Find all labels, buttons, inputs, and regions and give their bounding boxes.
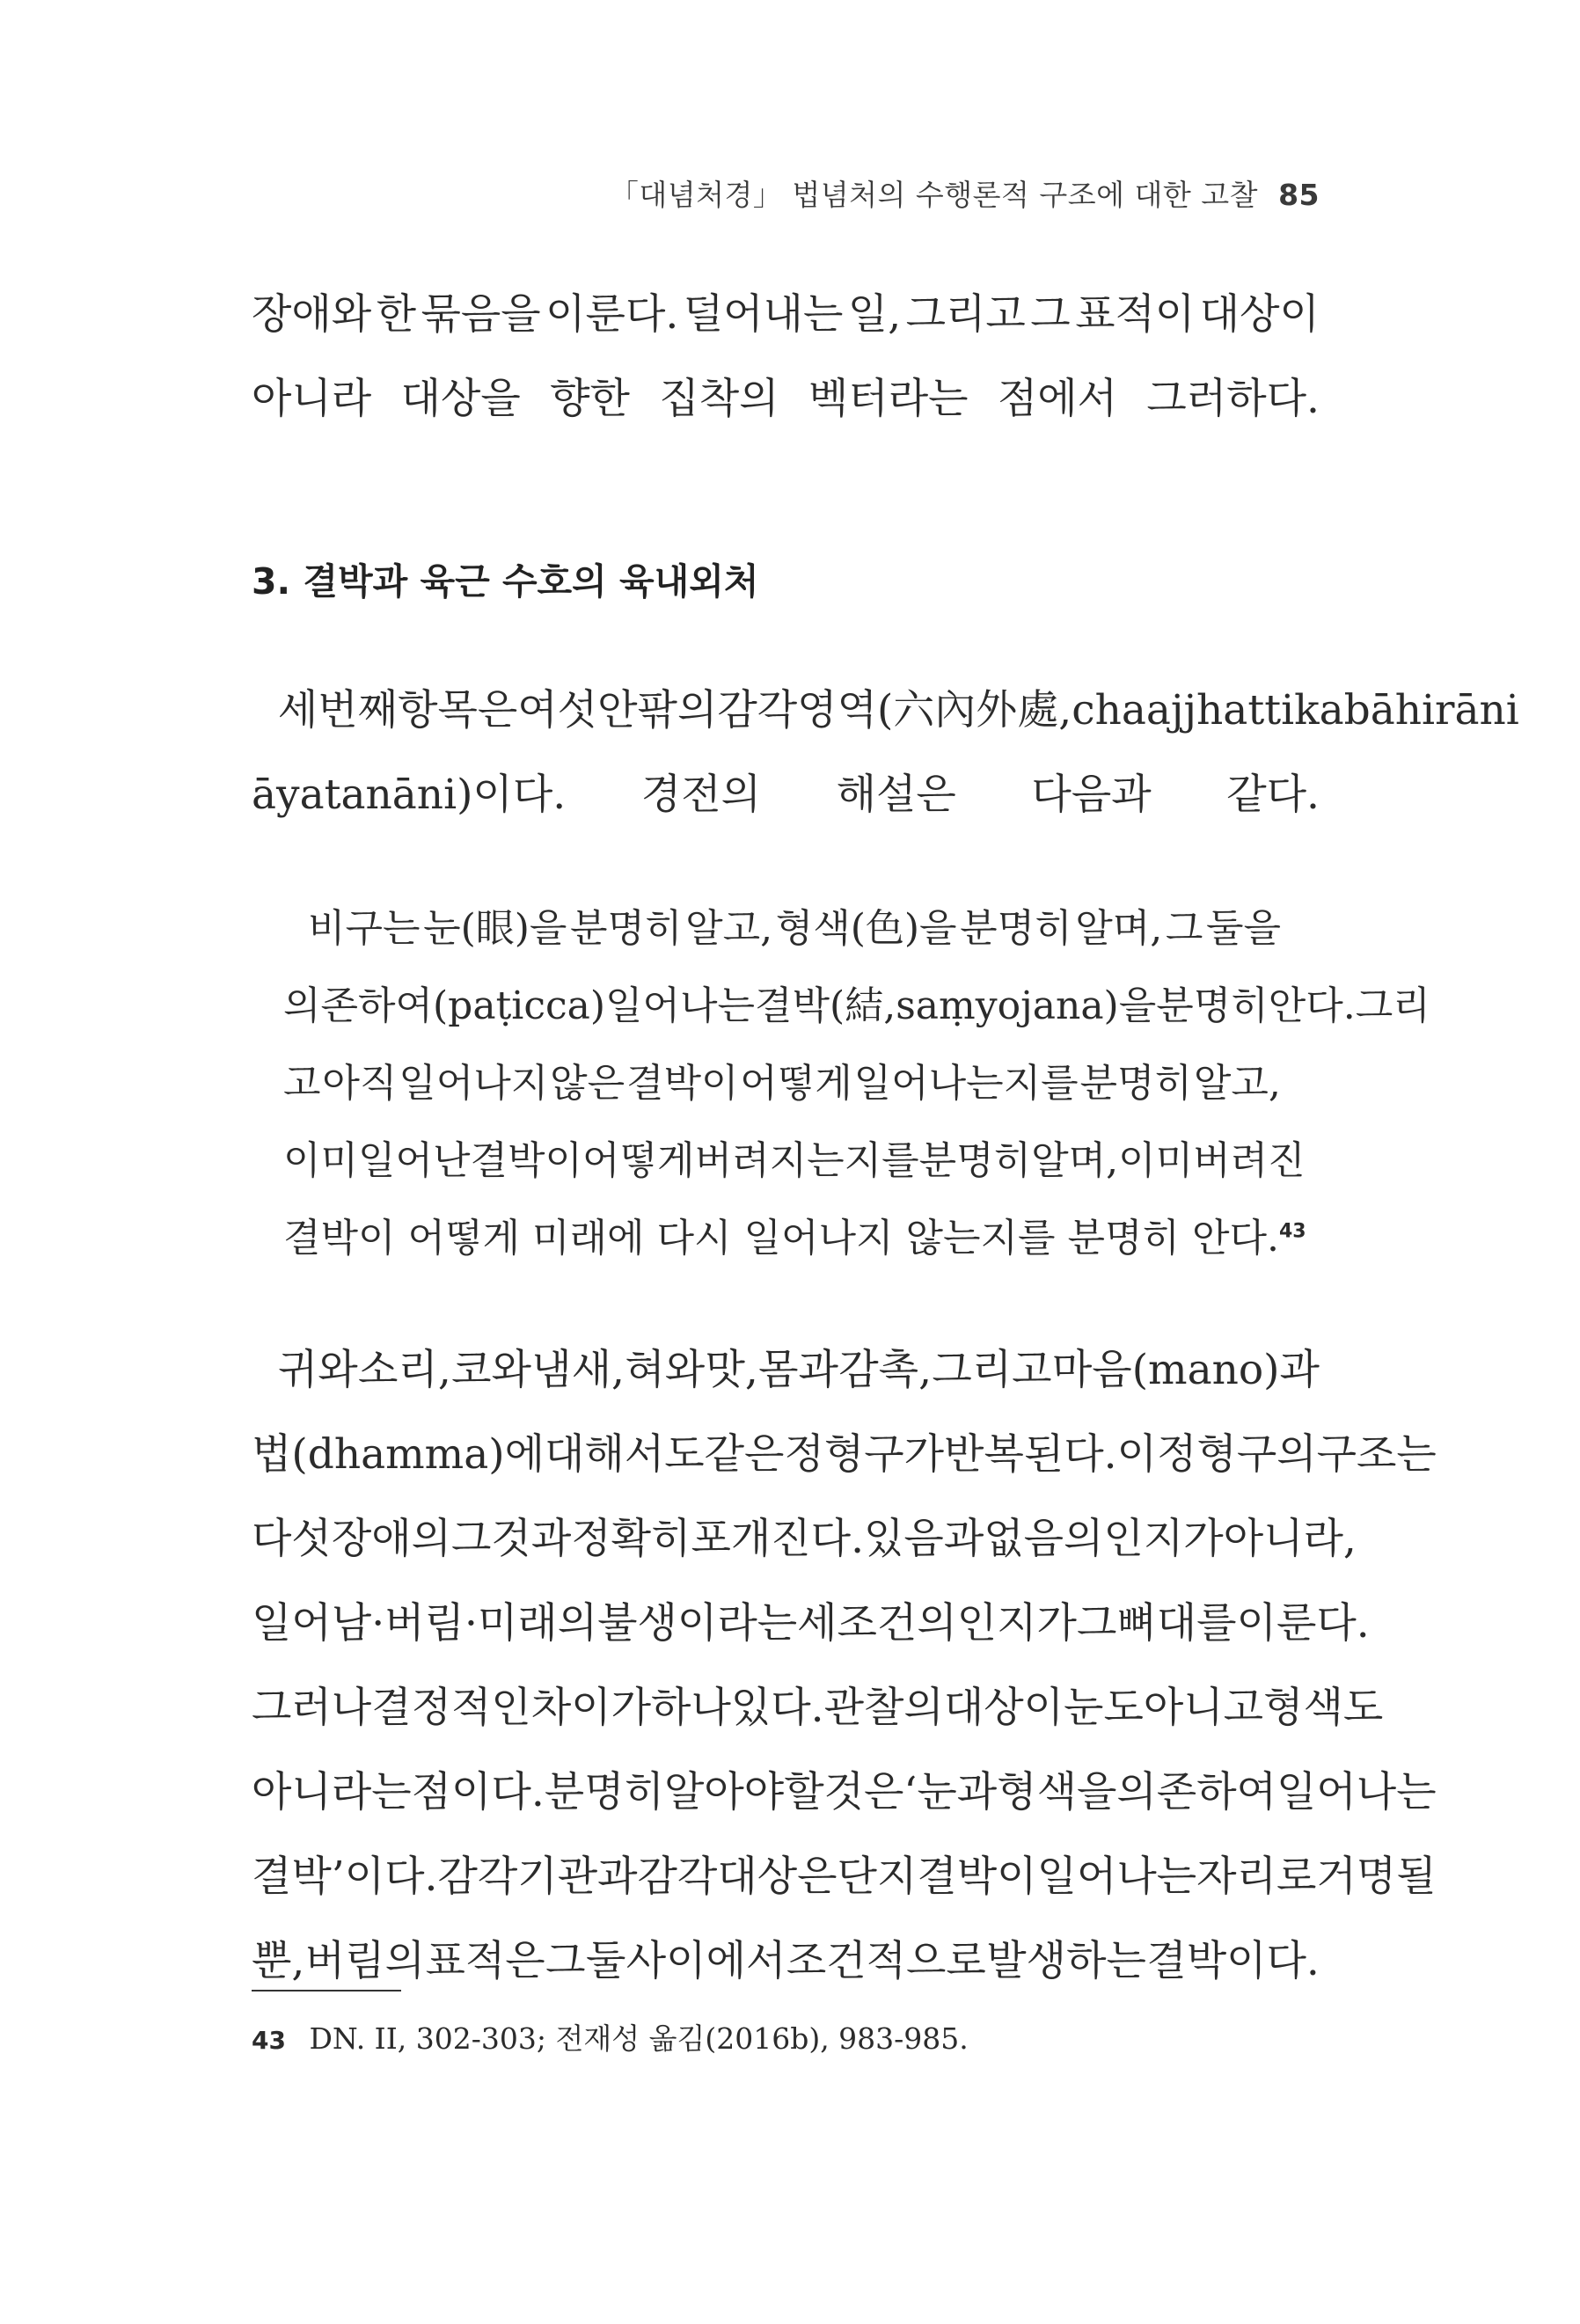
text-line: 그러나 결정적인 차이가 하나 있다. 관찰의 대상이 눈도 아니고 형색도 [252, 1684, 1384, 1732]
intro-paragraph [252, 273, 1320, 442]
quote-line: 결박이 어떻게 미래에 다시 일어나지 않는지를 분명히 안다. [283, 1216, 1279, 1261]
text-line: 뿐, 버림의 표적은 그 둘 사이에서 조건적으로 발생하는 결박이다. [252, 1937, 1320, 1985]
text-line: āyatanāni)이다. 경전의 해설은 다음과 같다. [252, 771, 1320, 819]
quote-line: 의존하여(paṭicca) 일어나는 결박(結, saṃyojana)을 분명히 안다. 그리 [283, 983, 1430, 1028]
quote-line: 이미 일어난 결박이 어떻게 버려지는지를 분명히 알며, 이미 버려진 [283, 1138, 1306, 1183]
footnote-text: DN. II, 302-303; 전재성 옮김(2016b), 983-985. [309, 2021, 969, 2056]
text-line: 아니라 대상을 향한 집착의 벡터라는 점에서 그러하다. [252, 375, 1320, 423]
section-heading: 3. 결박과 육근 수호의 육내외처 [252, 560, 759, 603]
text-line: 일어남·버림·미래의 불생이라는 세 조건의 인지가 그 뼈대를 이룬다. [252, 1599, 1370, 1648]
body-paragraph [252, 1328, 1437, 2004]
text-line: 다섯 장애의 그것과 정확히 포개진다. 있음과 없음의 인지가 아니라, [252, 1515, 1357, 1563]
text-line: 결박’이다. 감각기관과 감각대상은 단지 결박이 일어나는 자리로 거명될 [252, 1853, 1437, 1901]
footnote-reference[interactable]: 43 [1278, 1220, 1306, 1243]
running-head [610, 172, 1320, 214]
text-line: 장애와 한 묶음을 이룬다. 덜어내는 일, 그리고 그 표적이 대상이 [252, 290, 1320, 339]
quote-line: 고 아직 일어나지 않은 결박이 어떻게 일어나는지를 분명히 알고, [283, 1061, 1281, 1106]
text-line: 아니라는 점이다. 분명히 알아야 할 것은 ‘눈과 형색을 의존하여 일어나는 [252, 1768, 1437, 1816]
text-line: 귀와 소리, 코와 냄새, 혀와 맛, 몸과 감촉, 그리고 마음(mano)과 [252, 1346, 1320, 1394]
quote-line-last [283, 1200, 1306, 1277]
text-line: 세 번째 항목은 여섯 안팎의 감각영역(六內外處, cha ajjhattikabāhirāni [252, 686, 1519, 734]
block-quote [283, 890, 1430, 1277]
footnote-number: 43 [252, 2026, 286, 2055]
text-line: 법(dhamma)에 대해서도 같은 정형구가 반복된다. 이 정형구의 구조는 [252, 1430, 1437, 1479]
section-paragraph [252, 669, 1519, 837]
footnote [252, 2016, 969, 2057]
footnote-divider [252, 1990, 401, 1991]
running-head-title: 「대념처경」 법념처의 수행론적 구조에 대한 고찰 [609, 178, 1259, 212]
quote-line: 비구는 눈(眼)을 분명히 알고, 형색(色)을 분명히 알며, 그 둘을 [283, 906, 1281, 951]
page-number: 85 [1278, 178, 1320, 212]
